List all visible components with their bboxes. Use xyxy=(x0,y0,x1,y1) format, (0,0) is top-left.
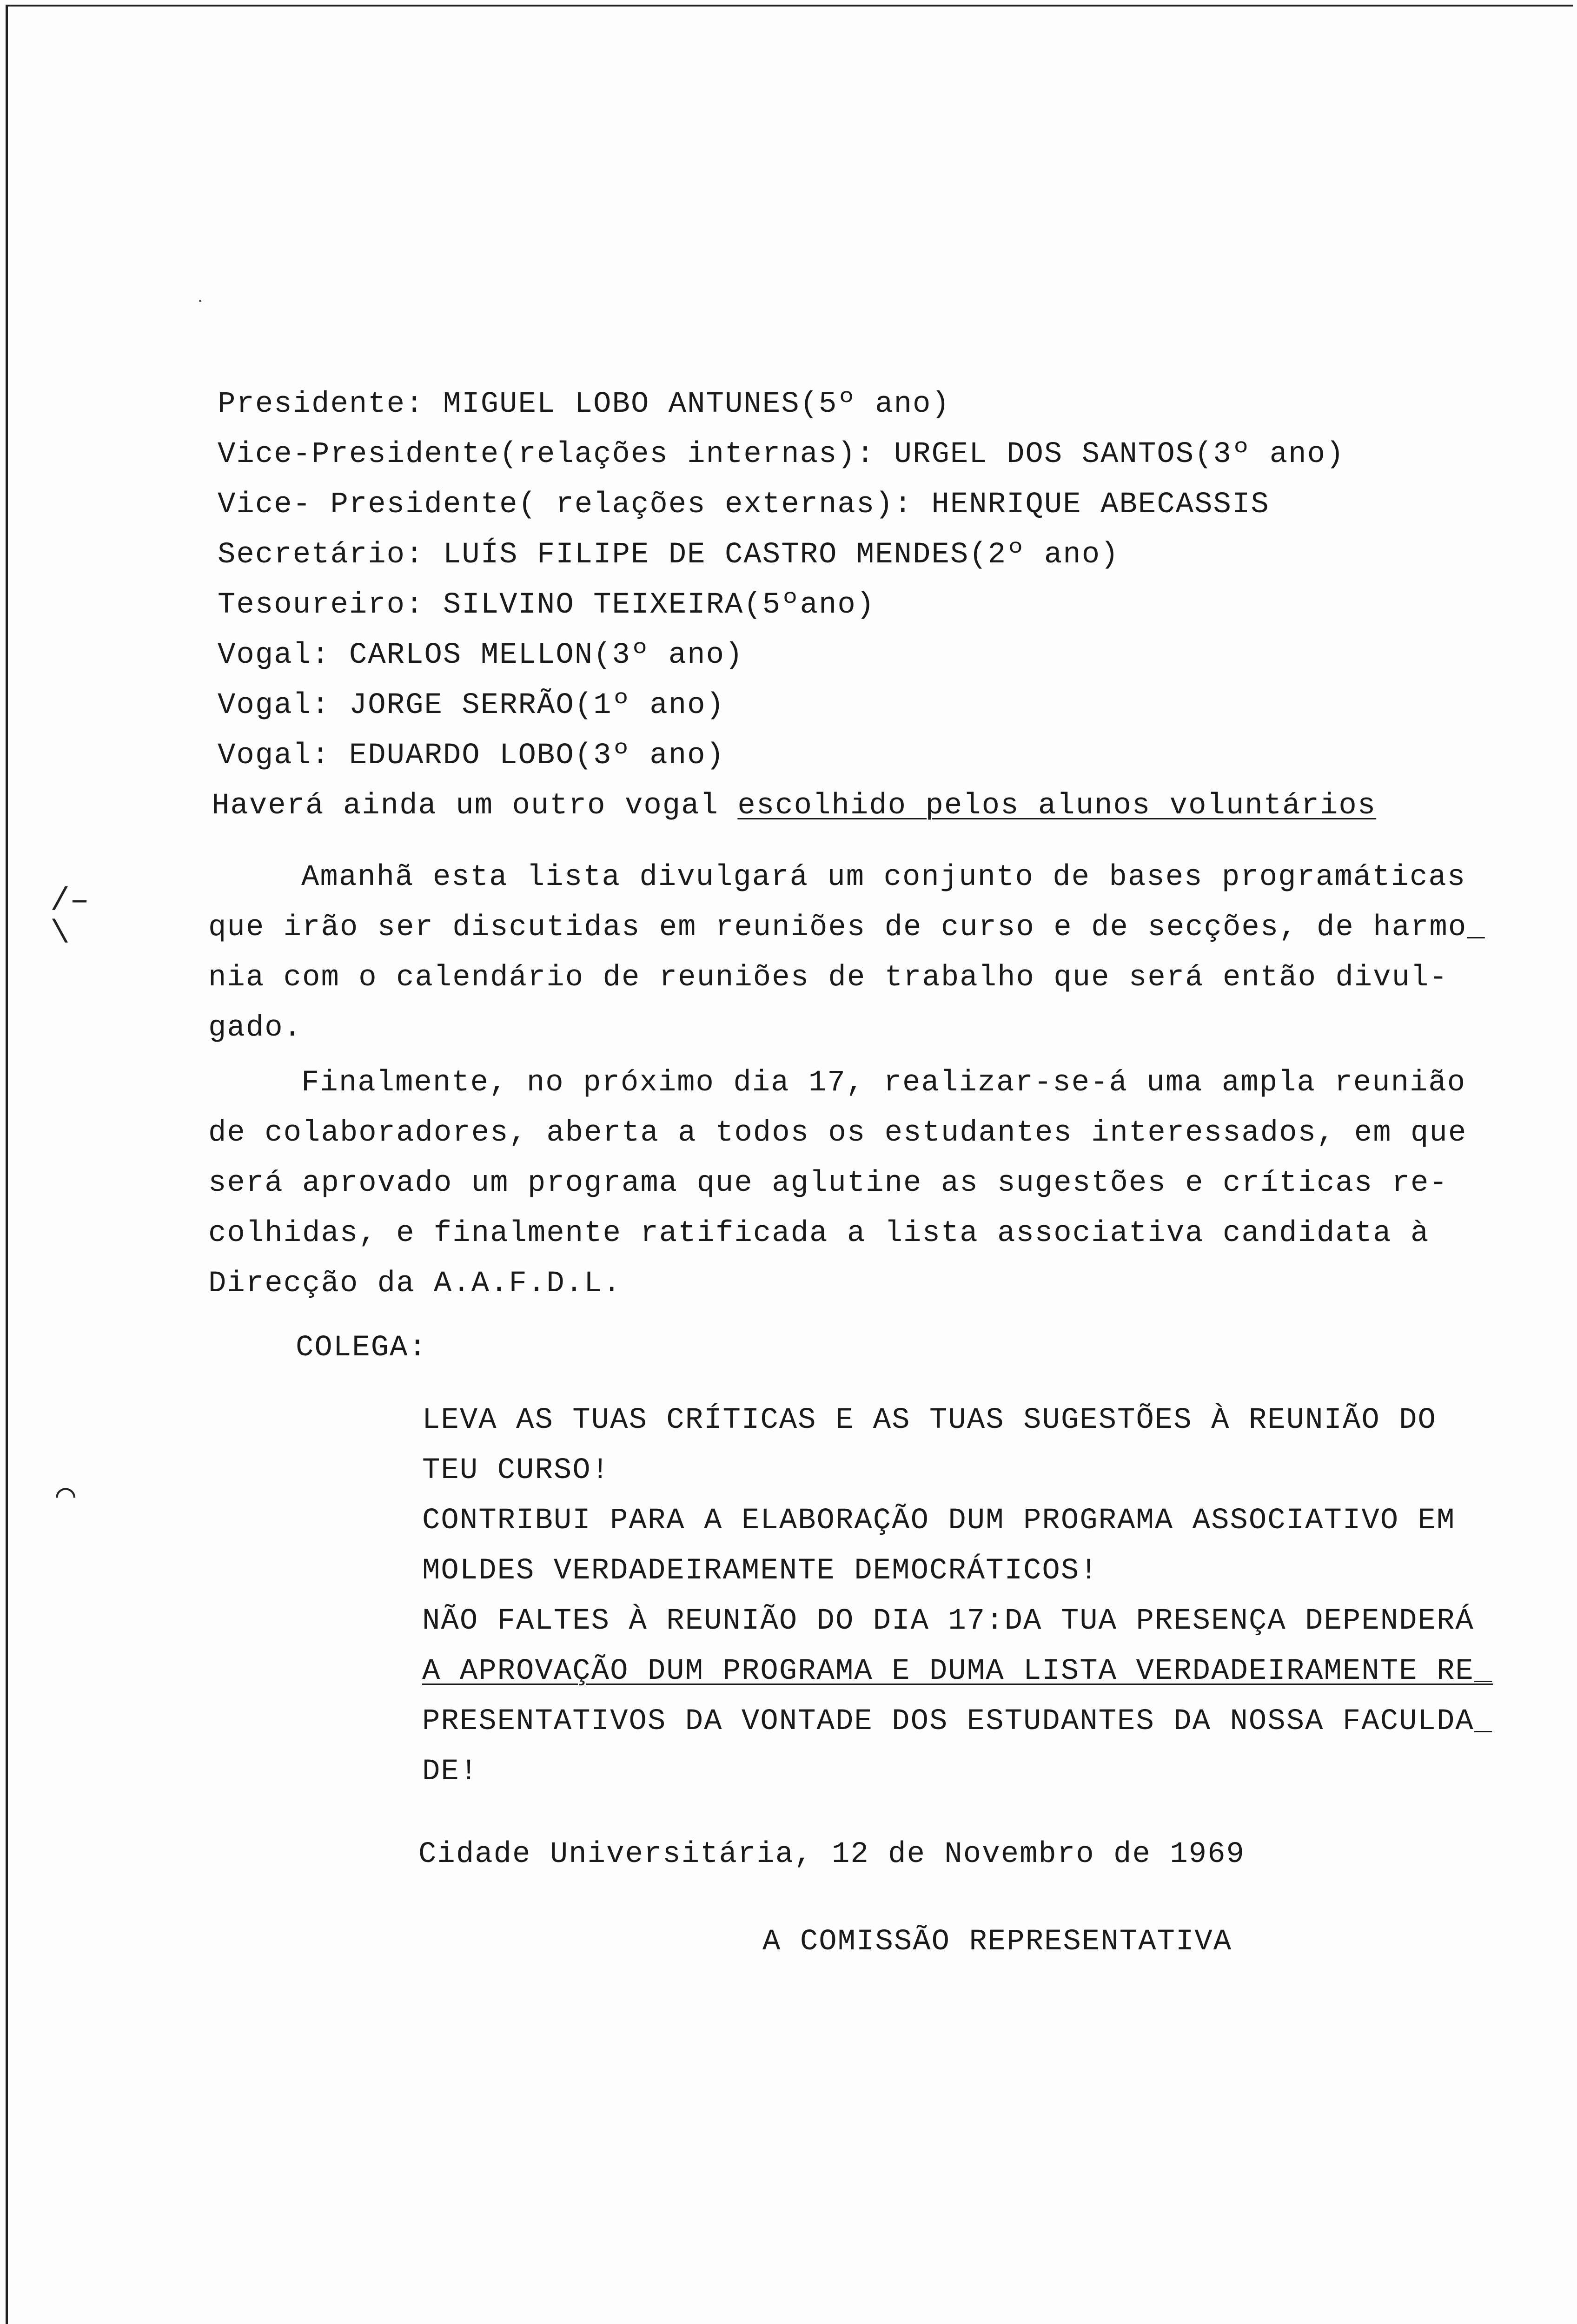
officer-role: Vogal: xyxy=(218,689,331,722)
colega-heading: COLEGA: xyxy=(296,1331,427,1365)
officer-name: EDUARDO LOBO(3º ano) xyxy=(349,739,725,772)
signature: A COMISSÃO REPRESENTATIVA xyxy=(762,1925,1232,1959)
paragraph-1-line: nia com o calendário de reuniões de trabalho que será então divul- xyxy=(208,961,1448,995)
appeal-line: NÃO FALTES À REUNIÃO DO DIA 17:DA TUA PRESENÇA DEPENDERÁ xyxy=(422,1604,1474,1638)
paragraph-2-line: Direcção da A.A.F.D.L. xyxy=(208,1267,622,1301)
appeal-line: TEU CURSO! xyxy=(422,1454,610,1487)
officer-line xyxy=(218,637,743,674)
appeal-line: PRESENTATIVOS DA VONTADE DOS ESTUDANTES DA NOSSA FACULDA_ xyxy=(422,1705,1493,1738)
officer-line xyxy=(218,587,875,624)
paragraph-1-line: que irão ser discutidas em reuniões de curso e de secções, de harmo_ xyxy=(208,911,1486,944)
officer-role: Vice- Presidente( relações externas): xyxy=(218,488,913,522)
extra-vogal-line xyxy=(212,787,1376,825)
officer-role: Vogal: xyxy=(218,639,331,672)
handwritten-arc-mark: ⌒ xyxy=(56,1478,76,1515)
officer-name: HENRIQUE ABECASSIS xyxy=(931,488,1270,522)
appeal-underlined-line xyxy=(422,1653,1493,1690)
paragraph-2-line: colhidas, e finalmente ratificada a lista associativa candidata à xyxy=(208,1217,1430,1250)
officer-role: Presidente: xyxy=(218,388,424,421)
officer-role: Vogal: xyxy=(218,739,331,772)
appeal-underlined-text: A APROVAÇÃO DUM PROGRAMA E DUMA LISTA VERDADEIRAMENTE RE_ xyxy=(422,1655,1493,1688)
handwritten-mark: /‒ \ xyxy=(50,883,90,952)
appeal-line: LEVA AS TUAS CRÍTICAS E AS TUAS SUGESTÕES À REUNIÃO DO xyxy=(422,1404,1437,1437)
officer-line xyxy=(218,737,725,774)
speck-mark xyxy=(199,300,201,302)
appeal-line: MOLDES VERDADEIRAMENTE DEMOCRÁTICOS! xyxy=(422,1554,1099,1588)
page-border-top xyxy=(7,5,1573,7)
officer-role: Vice-Presidente(relações internas): xyxy=(218,438,875,471)
officer-line xyxy=(218,386,950,423)
officer-name: JORGE SERRÃO(1º ano) xyxy=(349,689,725,722)
extra-vogal-underlined: escolhido pelos alunos voluntários xyxy=(737,789,1377,823)
paragraph-2-line: Finalmente, no próximo dia 17, realizar-se-á uma ampla reunião xyxy=(301,1066,1466,1100)
paragraph-1-line: Amanhã esta lista divulgará um conjunto de bases programáticas xyxy=(301,861,1466,894)
officer-role: Secretário: xyxy=(218,538,424,572)
officer-name: MIGUEL LOBO ANTUNES(5º ano) xyxy=(443,388,950,421)
extra-vogal-text: Haverá ainda um outro vogal xyxy=(212,789,738,823)
officer-role: Tesoureiro: xyxy=(218,588,424,622)
paragraph-1-line: gado. xyxy=(208,1011,303,1045)
page-border-left xyxy=(6,5,8,2324)
paragraph-2-line: de colaboradores, aberta a todos os estudantes interessados, em que xyxy=(208,1116,1467,1150)
officer-line xyxy=(218,486,1270,523)
officer-name: CARLOS MELLON(3º ano) xyxy=(349,639,744,672)
appeal-line: CONTRIBUI PARA A ELABORAÇÃO DUM PROGRAMA ASSOCIATIVO EM xyxy=(422,1504,1456,1538)
officer-line xyxy=(218,687,725,724)
officer-name: URGEL DOS SANTOS(3º ano) xyxy=(894,438,1345,471)
date-line: Cidade Universitária, 12 de Novembro de 1969 xyxy=(418,1838,1245,1871)
appeal-line: DE! xyxy=(422,1755,479,1789)
officer-line xyxy=(218,436,1345,473)
paragraph-2-line: será aprovado um programa que aglutine as sugestões e críticas re- xyxy=(208,1167,1448,1200)
officer-name: SILVINO TEIXEIRA(5ºano) xyxy=(443,588,875,622)
officer-line xyxy=(218,536,1120,574)
officer-name: LUÍS FILIPE DE CASTRO MENDES(2º ano) xyxy=(443,538,1120,572)
